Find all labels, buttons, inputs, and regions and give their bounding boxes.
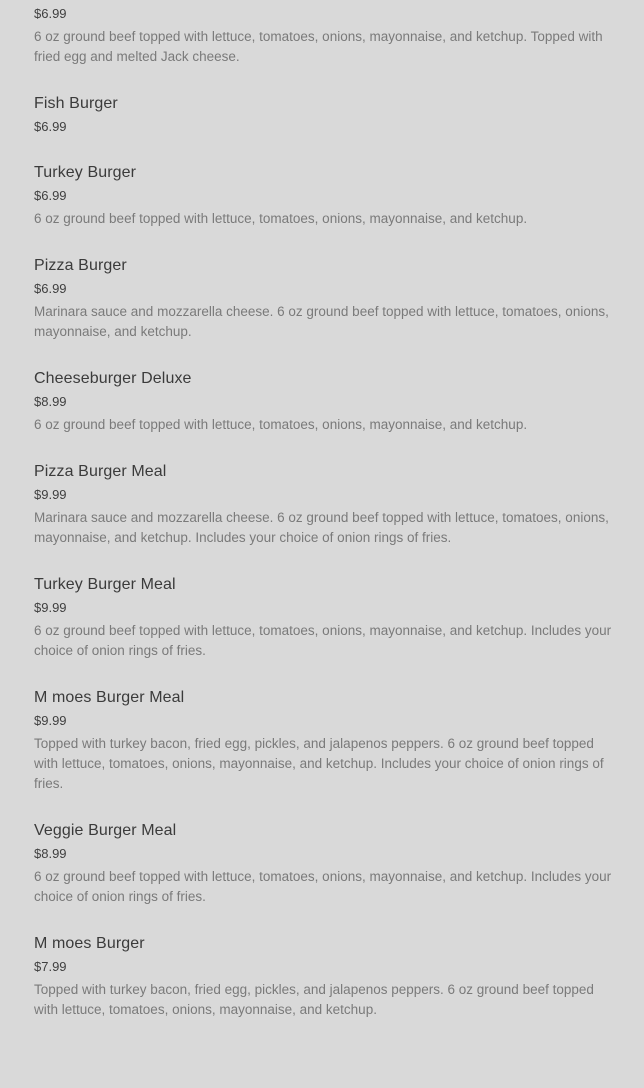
menu-item-name: Turkey Burger <box>34 164 137 181</box>
menu-item-price: $6.99 <box>34 6 67 21</box>
menu-item-price: $8.99 <box>34 394 67 409</box>
menu-item[interactable] <box>34 163 616 229</box>
menu-item-description: 6 oz ground beef topped with lettuce, tomatoes, onions, mayonnaise, and ketchup. Topped with fried egg and melted Jack cheese. <box>34 29 603 64</box>
menu-item[interactable] <box>34 0 616 67</box>
menu-item[interactable] <box>34 369 616 435</box>
menu-item-name: Pizza Burger <box>34 257 127 274</box>
menu-item-name <box>34 0 616 1</box>
menu-item-name: M moes Burger Meal <box>34 689 185 706</box>
menu-item-name: Turkey Burger Meal <box>34 576 176 593</box>
menu-item-name: Veggie Burger Meal <box>34 822 177 839</box>
menu-item[interactable] <box>34 821 616 907</box>
menu-item[interactable] <box>34 688 616 794</box>
menu-item-description: Marinara sauce and mozzarella cheese. 6 oz ground beef topped with lettuce, tomatoes, onions, mayonnaise, and ketchup. Includes your choice of onion rings of fries. <box>34 510 609 545</box>
menu-item-description: 6 oz ground beef topped with lettuce, tomatoes, onions, mayonnaise, and ketchup. Includes your choice of onion rings of fries. <box>34 623 612 658</box>
menu-item-price: $9.99 <box>34 600 67 615</box>
menu-item-price: $8.99 <box>34 846 67 861</box>
menu-item-price: $6.99 <box>34 188 67 203</box>
menu-item-price: $9.99 <box>34 487 67 502</box>
menu-item[interactable] <box>34 462 616 548</box>
menu-item-price: $6.99 <box>34 119 67 134</box>
menu-item[interactable] <box>34 256 616 342</box>
menu-item-name: Cheeseburger Deluxe <box>34 370 192 387</box>
menu-item-description: Topped with turkey bacon, fried egg, pickles, and jalapenos peppers. 6 oz ground beef topped with lettuce, tomatoes, onions, mayonnaise, and ketchup. Includes your choice of onion rings of fries. <box>34 736 604 791</box>
menu-item-price: $7.99 <box>34 959 67 974</box>
menu-item-description: 6 oz ground beef topped with lettuce, tomatoes, onions, mayonnaise, and ketchup. <box>34 211 528 226</box>
menu-item-description: 6 oz ground beef topped with lettuce, tomatoes, onions, mayonnaise, and ketchup. Includes your choice of onion rings of fries. <box>34 869 612 904</box>
menu-item-price: $6.99 <box>34 281 67 296</box>
menu-item-name: M moes Burger <box>34 935 145 952</box>
menu-item-price: $9.99 <box>34 713 67 728</box>
menu-item-description: 6 oz ground beef topped with lettuce, tomatoes, onions, mayonnaise, and ketchup. <box>34 417 528 432</box>
menu-item-name: Fish Burger <box>34 95 118 112</box>
menu-item[interactable] <box>34 934 616 1020</box>
menu-list <box>34 0 616 1047</box>
menu-item[interactable] <box>34 575 616 661</box>
menu-item-description: Marinara sauce and mozzarella cheese. 6 oz ground beef topped with lettuce, tomatoes, onions, mayonnaise, and ketchup. <box>34 304 609 339</box>
menu-item-name: Pizza Burger Meal <box>34 463 167 480</box>
menu-item-description: Topped with turkey bacon, fried egg, pickles, and jalapenos peppers. 6 oz ground beef topped with lettuce, tomatoes, onions, mayonnaise, and ketchup. <box>34 982 594 1017</box>
menu-item[interactable] <box>34 94 616 136</box>
